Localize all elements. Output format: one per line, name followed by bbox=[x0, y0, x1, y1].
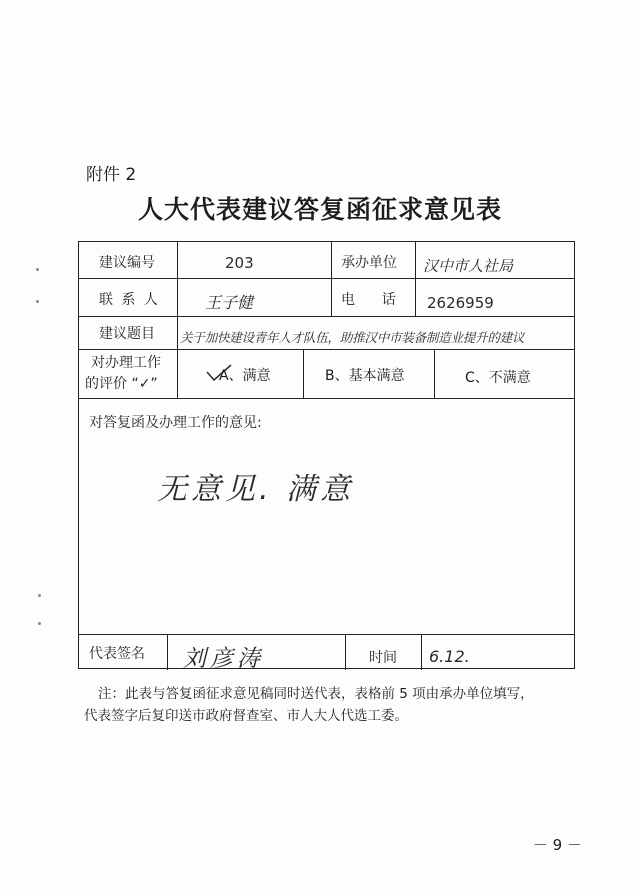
row-divider bbox=[79, 634, 574, 635]
phone-label: 电 话 bbox=[341, 292, 396, 308]
handling-unit-value: 汉中市人社局 bbox=[423, 257, 514, 275]
column-divider bbox=[167, 634, 168, 670]
contact-person-value: 王子健 bbox=[205, 293, 254, 312]
signature-label: 代表签名 bbox=[89, 646, 145, 662]
evaluation-label-line2: 的评价 “✓” bbox=[85, 376, 158, 392]
phone-value: 2626959 bbox=[427, 294, 494, 312]
option-basically-satisfied[interactable]: B、基本满意 bbox=[325, 368, 405, 384]
column-divider bbox=[303, 349, 304, 398]
option-not-satisfied[interactable]: C、不满意 bbox=[465, 370, 531, 386]
page-title: 人大代表建议答复函征求意见表 bbox=[137, 195, 502, 224]
row-divider bbox=[79, 316, 574, 317]
attachment-label: 附件 2 bbox=[86, 165, 137, 185]
suggestion-title-label: 建议题目 bbox=[99, 326, 155, 342]
column-divider bbox=[434, 349, 435, 398]
row-divider bbox=[79, 349, 574, 350]
signature-value: 刘彦涛 bbox=[183, 646, 264, 672]
suggestion-number-label: 建议编号 bbox=[99, 255, 155, 271]
time-value: 6.12. bbox=[429, 647, 470, 666]
footnote bbox=[84, 683, 584, 727]
row-divider bbox=[79, 278, 574, 279]
column-divider bbox=[331, 242, 332, 316]
page-number: － 9 － bbox=[532, 836, 582, 854]
footnote-line2: 代表签字后复印送市政府督查室、市人大人代选工委。 bbox=[84, 708, 408, 724]
column-divider bbox=[177, 242, 178, 398]
evaluation-label-line1: 对办理工作 bbox=[91, 355, 161, 371]
option-satisfied[interactable]: A、满意 bbox=[219, 368, 271, 384]
contact-person-label: 联 系 人 bbox=[99, 292, 160, 308]
feedback-form-table bbox=[78, 241, 575, 672]
time-label: 时间 bbox=[369, 650, 397, 666]
opinion-value: 无意见. 满意 bbox=[157, 472, 355, 507]
suggestion-title-value: 关于加快建设青年人才队伍，助推汉中市装备制造业提升的建议 bbox=[180, 330, 525, 345]
row-divider bbox=[79, 398, 574, 399]
opinion-label: 对答复函及办理工作的意见: bbox=[89, 415, 262, 431]
column-divider bbox=[415, 242, 416, 316]
handling-unit-label: 承办单位 bbox=[341, 255, 397, 271]
column-divider bbox=[421, 634, 422, 670]
footnote-line1: 注：此表与答复函征求意见稿同时送代表，表格前 5 项由承办单位填写， bbox=[98, 686, 534, 702]
column-divider bbox=[345, 634, 346, 670]
suggestion-number-value: 203 bbox=[225, 254, 254, 272]
